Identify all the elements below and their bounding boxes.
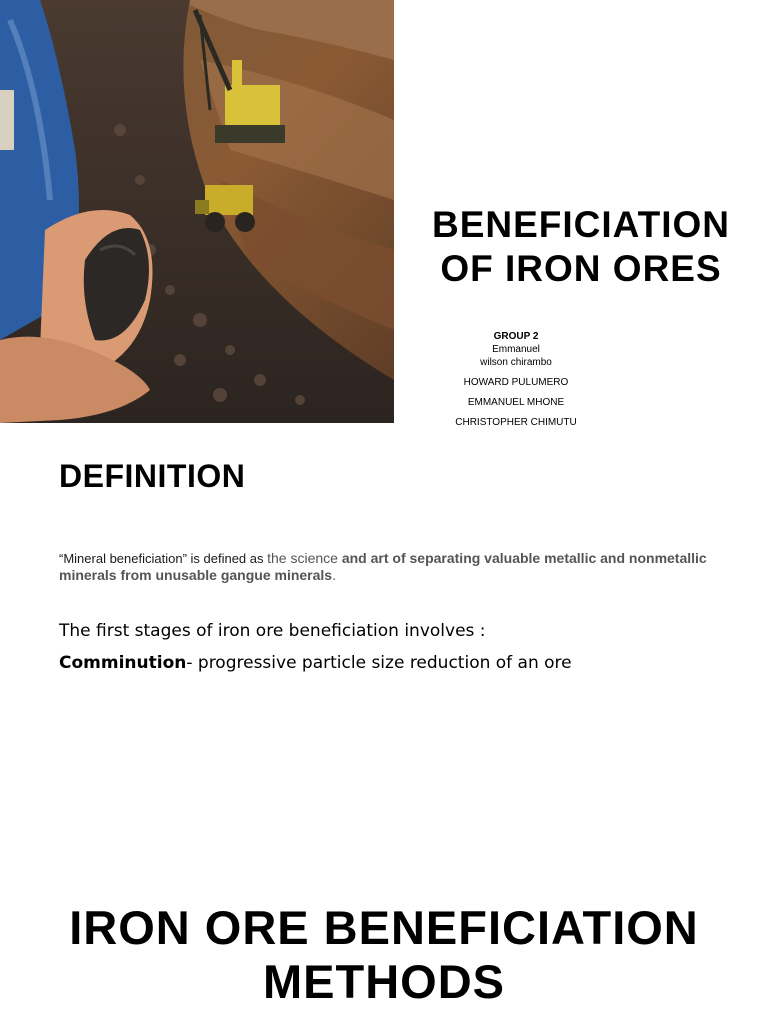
definition-heading: DEFINITION [59, 458, 246, 494]
title-line-2: OF IRON ORES [440, 248, 722, 289]
quote-part-4: . [332, 567, 336, 583]
methods-title [0, 901, 768, 1009]
definition-quote [59, 550, 739, 584]
methods-title-line-2: METHODS [263, 955, 505, 1008]
title-slide [0, 0, 768, 440]
group-members [416, 330, 616, 429]
group-heading: GROUP 2 [493, 331, 539, 342]
mining-photo-illustration [0, 0, 394, 423]
presentation-title [398, 203, 764, 291]
quote-part-1: “Mineral beneficiation” is defined as [59, 551, 268, 566]
quote-part-3: and art of separating valuable metallic and nonmetallic minerals from unusable gangue minerals [59, 550, 707, 583]
title-line-1: BENEFICIATION [431, 204, 731, 245]
quote-part-2: the science [267, 550, 342, 566]
iron-ore-mining-photo [0, 0, 394, 423]
comminution-line [59, 652, 572, 674]
comminution-term: Comminution [59, 653, 187, 673]
member-name: wilson chirambo [480, 357, 552, 368]
member-name: HOWARD PULUMERO [463, 377, 569, 388]
methods-title-line-1: IRON ORE BENEFICIATION [69, 901, 699, 954]
stages-text: The first stages of iron ore beneficiation involves : [59, 621, 486, 641]
member-name: EMMANUEL MHONE [467, 397, 565, 408]
member-name: CHRISTOPHER CHIMUTU [455, 417, 577, 428]
member-name: Emmanuel [492, 344, 540, 355]
comminution-definition: - progressive particle size reduction of an ore [186, 653, 572, 673]
